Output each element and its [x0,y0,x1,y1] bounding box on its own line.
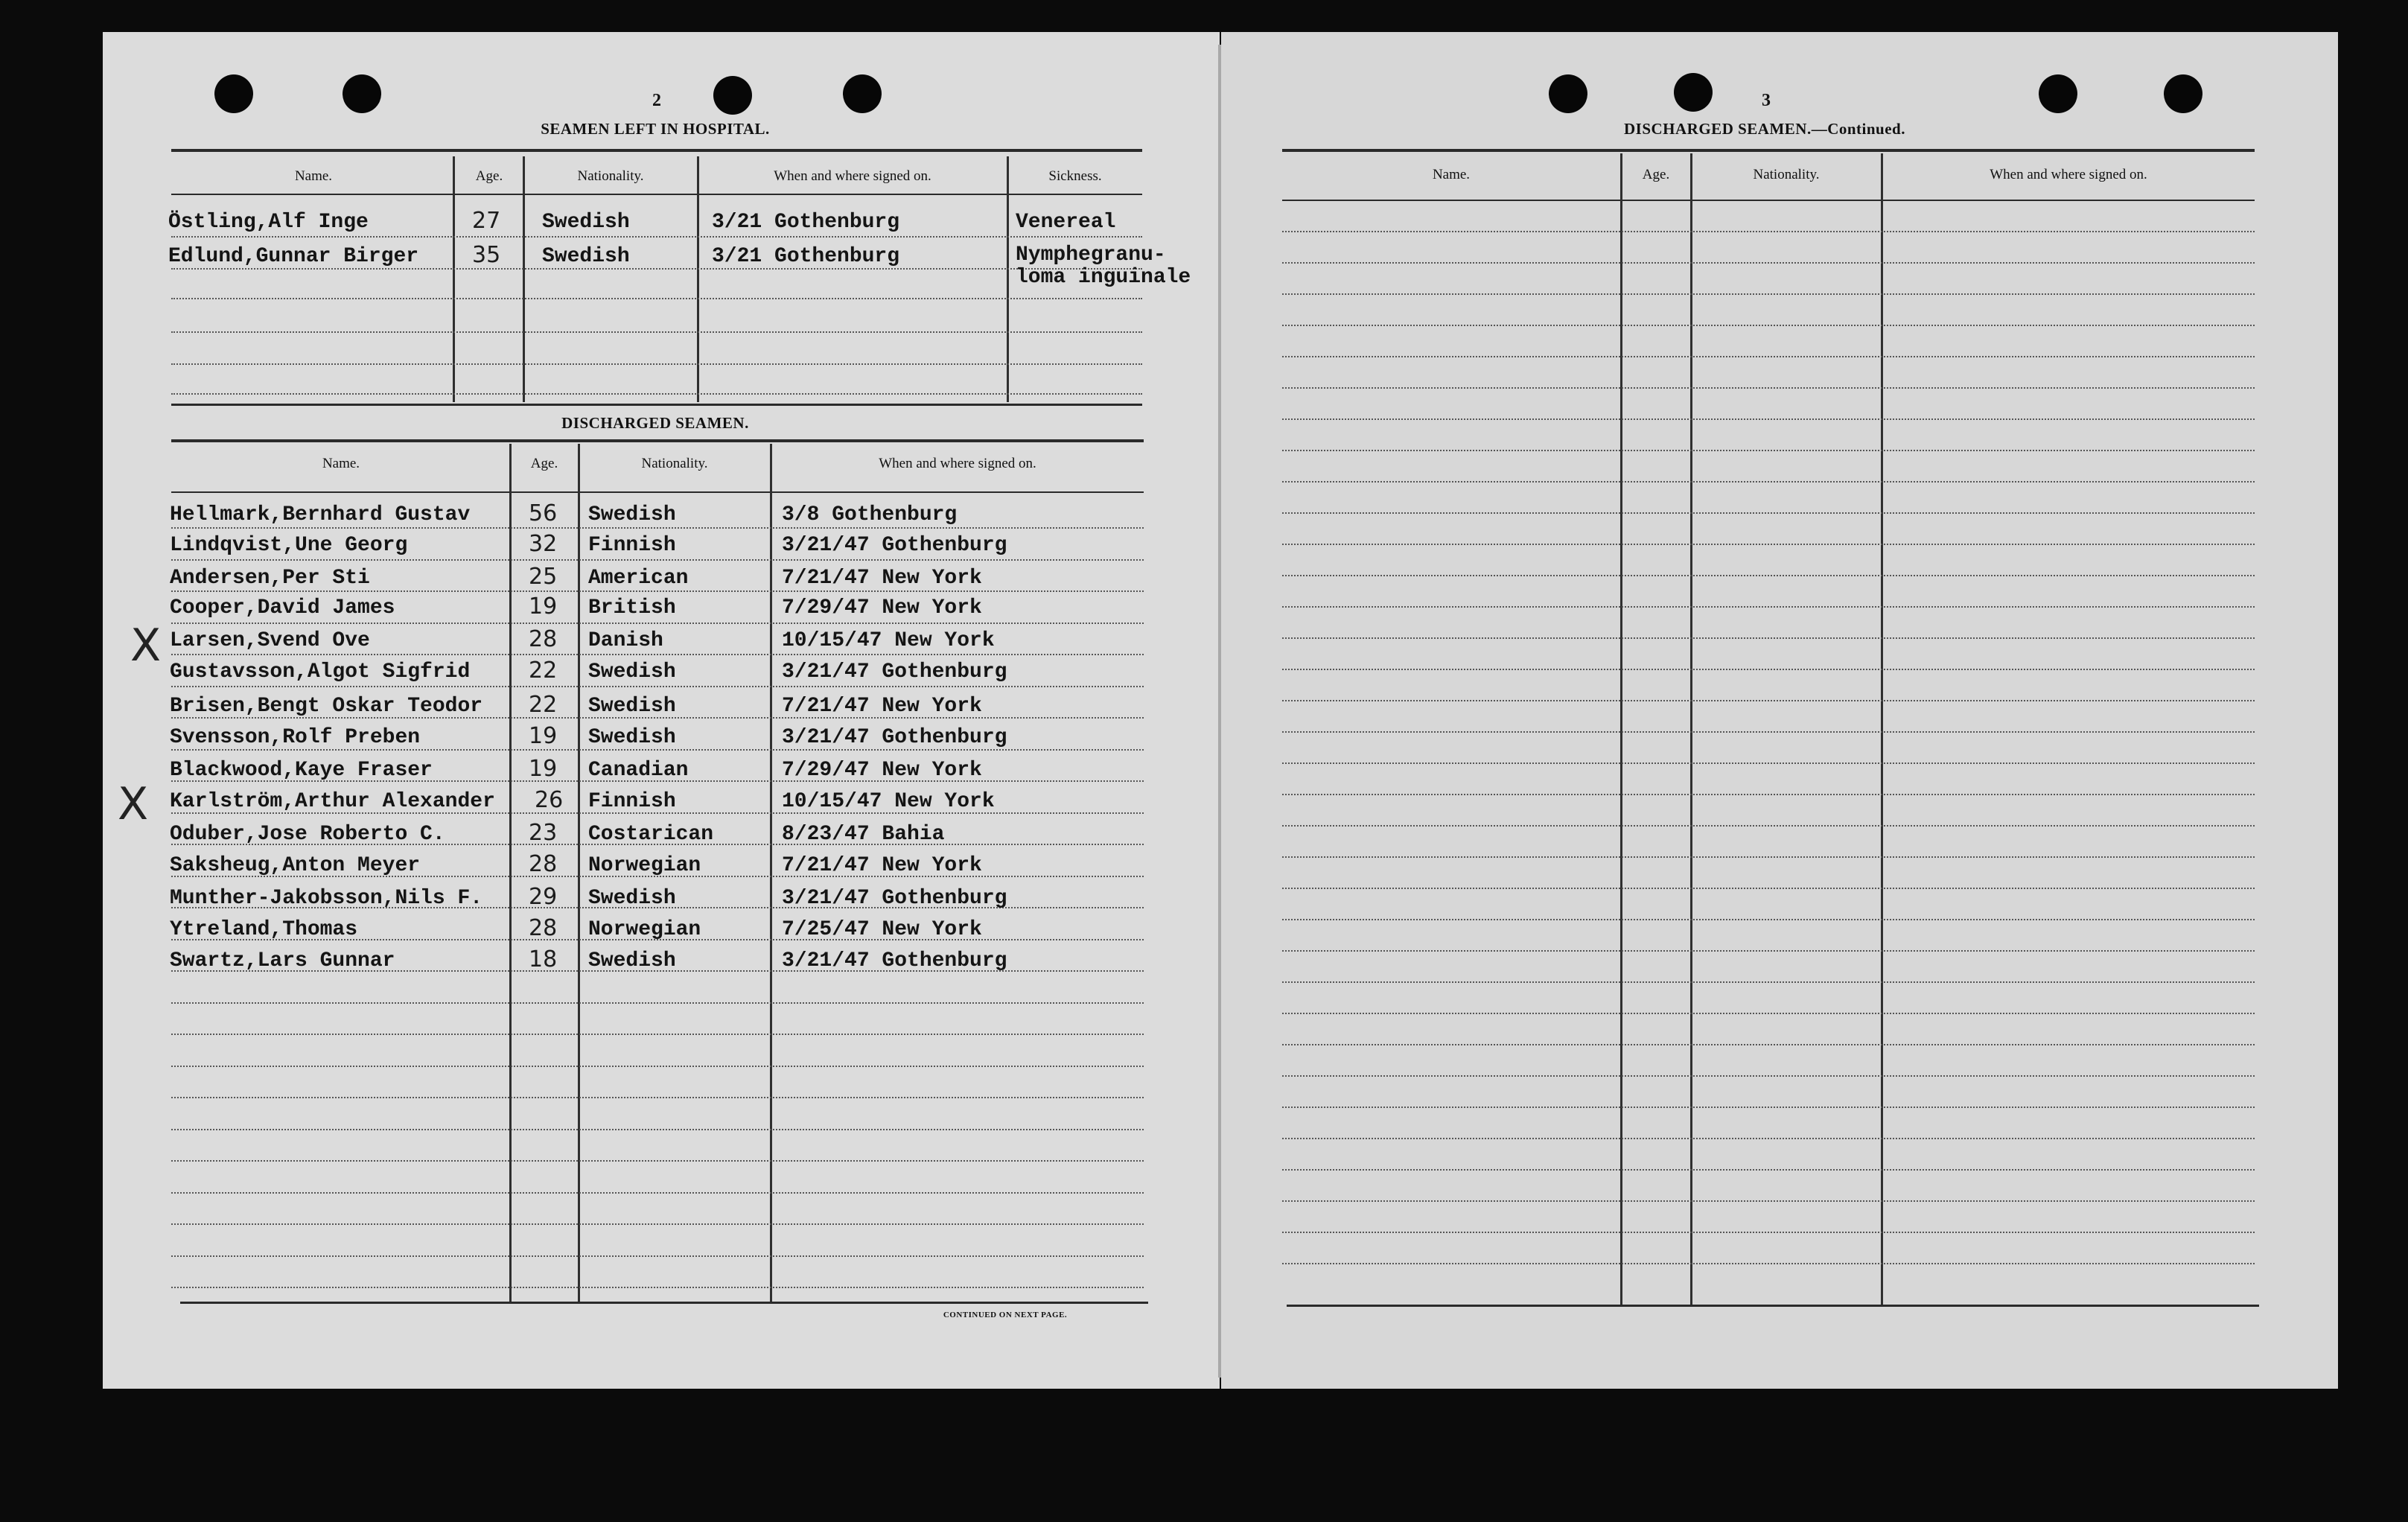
margin-x-mark: X [118,778,149,830]
seaman-name: Munther-Jakobsson,Nils F. [170,887,483,910]
row-line [1282,1232,2255,1233]
seaman-signed-on: 7/29/47 New York [782,759,982,782]
seaman-signed-on: 7/21/47 New York [782,567,982,590]
row-line [1282,1013,2255,1014]
punch-hole [843,74,882,113]
row-line [171,1129,1144,1130]
seaman-age: 19 [529,593,558,620]
header-rule [1282,200,2255,201]
row-line [171,331,1142,333]
section-rule [1287,1305,2259,1307]
seaman-age: 56 [529,500,558,526]
seaman-name: Andersen,Per Sti [170,567,370,590]
col-header-age: Age. [1642,167,1670,182]
seaman-name: Saksheug,Anton Meyer [170,854,421,877]
hospital-name: Östling,Alf Inge [168,211,369,234]
col-header-nationality: Nationality. [641,456,708,471]
continued-note: CONTINUED ON NEXT PAGE. [943,1311,1068,1319]
hospital-section-title: SEAMEN LEFT IN HOSPITAL. [541,120,770,138]
row-line [171,1255,1144,1257]
col-header-name: Name. [322,456,360,471]
seaman-nationality: Swedish [588,887,676,910]
col-header-age: Age. [475,168,503,184]
row-line [171,654,1144,655]
seaman-nationality: Finnish [588,790,676,813]
punch-hole [2164,74,2202,113]
row-line [1282,825,2255,827]
row-line [1282,669,2255,670]
row-line [1282,1138,2255,1139]
col-header-sickness: Sickness. [1048,168,1102,184]
row-line [171,590,1144,592]
row-line [1282,981,2255,983]
column-divider [1007,156,1009,402]
seaman-age: 29 [529,884,558,910]
seaman-signed-on: 7/25/47 New York [782,918,982,941]
seaman-signed-on: 3/21/47 Gothenburg [782,726,1007,749]
seaman-name: Larsen,Svend Ove [170,629,370,652]
row-line [171,1097,1144,1098]
hospital-name: Edlund,Gunnar Birger [168,245,419,268]
punch-hole [2039,74,2077,113]
row-line [1282,731,2255,733]
row-line [1282,481,2255,483]
column-divider [578,444,580,1303]
seaman-nationality: Swedish [588,726,676,749]
seaman-nationality: American [588,567,689,590]
row-line [1282,919,2255,920]
row-line [1282,293,2255,295]
row-line [171,1223,1144,1225]
col-header-nationality: Nationality. [577,168,644,184]
section-rule [180,1302,1148,1304]
row-line [1282,1075,2255,1077]
seaman-nationality: Swedish [588,503,676,526]
seaman-nationality: British [588,596,676,620]
column-divider [509,444,512,1303]
row-line [1282,575,2255,576]
row-line [1282,1107,2255,1108]
seaman-name: Hellmark,Bernhard Gustav [170,503,471,526]
row-line [1282,356,2255,357]
row-line [171,298,1142,299]
hospital-age: 35 [472,242,501,268]
seaman-age: 18 [529,946,558,972]
punch-hole [1674,73,1713,112]
section-rule [171,149,1142,152]
seaman-signed-on: 7/21/47 New York [782,854,982,877]
col-header-signed-on: When and where signed on. [879,456,1036,471]
seaman-signed-on: 3/8 Gothenburg [782,503,958,526]
seaman-signed-on: 3/21/47 Gothenburg [782,887,1007,910]
row-line [1282,606,2255,608]
column-divider [770,444,772,1303]
seaman-age: 28 [529,915,558,941]
row-line [1282,231,2255,232]
seaman-name: Svensson,Rolf Preben [170,726,421,749]
hospital-nationality: Swedish [542,245,630,268]
column-divider [453,156,455,402]
col-header-name: Name. [1432,167,1471,182]
seaman-signed-on: 7/29/47 New York [782,596,982,620]
row-line [171,559,1144,561]
hospital-sickness: Nymphegranu- [1016,243,1166,267]
discharged-continued-title: DISCHARGED SEAMEN.—Continued. [1624,120,1905,138]
section-rule [171,439,1144,442]
punch-hole [713,76,752,115]
section-rule [1282,149,2255,152]
seaman-age: 26 [535,787,564,813]
row-line [1282,794,2255,795]
row-line [171,1034,1144,1035]
punch-hole [343,74,381,113]
hospital-sickness-continued: loma inguinale [1016,266,1191,289]
seaman-age: 23 [529,820,558,846]
hospital-nationality: Swedish [542,211,630,234]
seaman-nationality: Norwegian [588,854,701,877]
row-line [171,363,1142,365]
seaman-age: 32 [529,531,558,557]
row-line [1282,700,2255,701]
seaman-age: 28 [529,851,558,877]
row-line [171,393,1142,395]
seaman-age: 19 [529,756,558,782]
col-header-age: Age. [530,456,558,471]
seaman-nationality: Danish [588,629,663,652]
hospital-age: 27 [472,208,501,234]
row-line [1282,1263,2255,1264]
row-line [1282,512,2255,514]
seaman-age: 28 [529,626,558,652]
header-rule [171,491,1144,493]
col-header-name: Name. [294,168,333,184]
col-header-signed-on: When and where signed on. [1990,167,2147,182]
hospital-sickness: Venereal [1016,211,1116,234]
seaman-signed-on: 3/21/47 Gothenburg [782,534,1007,557]
row-line [171,1287,1144,1288]
row-line [1282,762,2255,764]
row-line [1282,450,2255,451]
seaman-nationality: Finnish [588,534,676,557]
row-line [1282,637,2255,639]
row-line [171,236,1142,238]
seaman-age: 22 [529,692,558,718]
row-line [1282,856,2255,858]
seaman-name: Ytreland,Thomas [170,918,358,941]
punch-hole [214,74,253,113]
row-line [1282,1044,2255,1045]
seaman-signed-on: 10/15/47 New York [782,790,995,813]
row-line [1282,1169,2255,1171]
row-line [171,1002,1144,1004]
margin-x-mark: X [130,620,162,672]
page-number: 2 [652,91,661,110]
seaman-nationality: Costarican [588,823,714,846]
row-line [1282,1200,2255,1202]
row-line [171,1066,1144,1067]
row-line [171,623,1144,624]
section-rule [171,404,1142,406]
col-header-signed-on: When and where signed on. [774,168,931,184]
seaman-name: Gustavsson,Algot Sigfrid [170,660,471,684]
column-divider [1620,153,1622,1306]
seaman-name: Cooper,David James [170,596,395,620]
seaman-name: Blackwood,Kaye Fraser [170,759,433,782]
seaman-nationality: Norwegian [588,918,701,941]
row-line [1282,544,2255,545]
seaman-signed-on: 3/21/47 Gothenburg [782,660,1007,684]
row-line [1282,387,2255,389]
row-line [171,268,1142,270]
seaman-nationality: Swedish [588,695,676,718]
hospital-signed-on: 3/21 Gothenburg [712,245,900,268]
right-page [1221,32,2338,1389]
column-divider [697,156,699,402]
seaman-signed-on: 10/15/47 New York [782,629,995,652]
row-line [1282,262,2255,264]
seaman-age: 22 [529,657,558,684]
punch-hole [1549,74,1587,113]
page-number: 3 [1762,91,1771,110]
row-line [1282,325,2255,326]
seaman-nationality: Canadian [588,759,689,782]
seaman-signed-on: 3/21/47 Gothenburg [782,949,1007,972]
row-line [1282,950,2255,952]
col-header-nationality: Nationality. [1753,167,1820,182]
seaman-nationality: Swedish [588,660,676,684]
row-line [171,1192,1144,1194]
seaman-name: Brisen,Bengt Oskar Teodor [170,695,483,718]
column-divider [523,156,525,402]
row-line [171,527,1144,529]
row-line [1282,888,2255,889]
row-line [171,686,1144,687]
header-rule [171,194,1142,195]
row-line [1282,418,2255,420]
row-line [171,1160,1144,1162]
seaman-name: Swartz,Lars Gunnar [170,949,395,972]
seaman-nationality: Swedish [588,949,676,972]
column-divider [1690,153,1692,1306]
discharged-section-title: DISCHARGED SEAMEN. [561,414,749,432]
seaman-name: Oduber,Jose Roberto C. [170,823,445,846]
seaman-signed-on: 8/23/47 Bahia [782,823,945,846]
seaman-signed-on: 7/21/47 New York [782,695,982,718]
seaman-age: 25 [529,564,558,590]
hospital-signed-on: 3/21 Gothenburg [712,211,900,234]
page-gutter [1218,45,1221,1378]
seaman-age: 19 [529,723,558,749]
column-divider [1881,153,1883,1306]
seaman-name: Karlström,Arthur Alexander [170,790,495,813]
seaman-name: Lindqvist,Une Georg [170,534,408,557]
